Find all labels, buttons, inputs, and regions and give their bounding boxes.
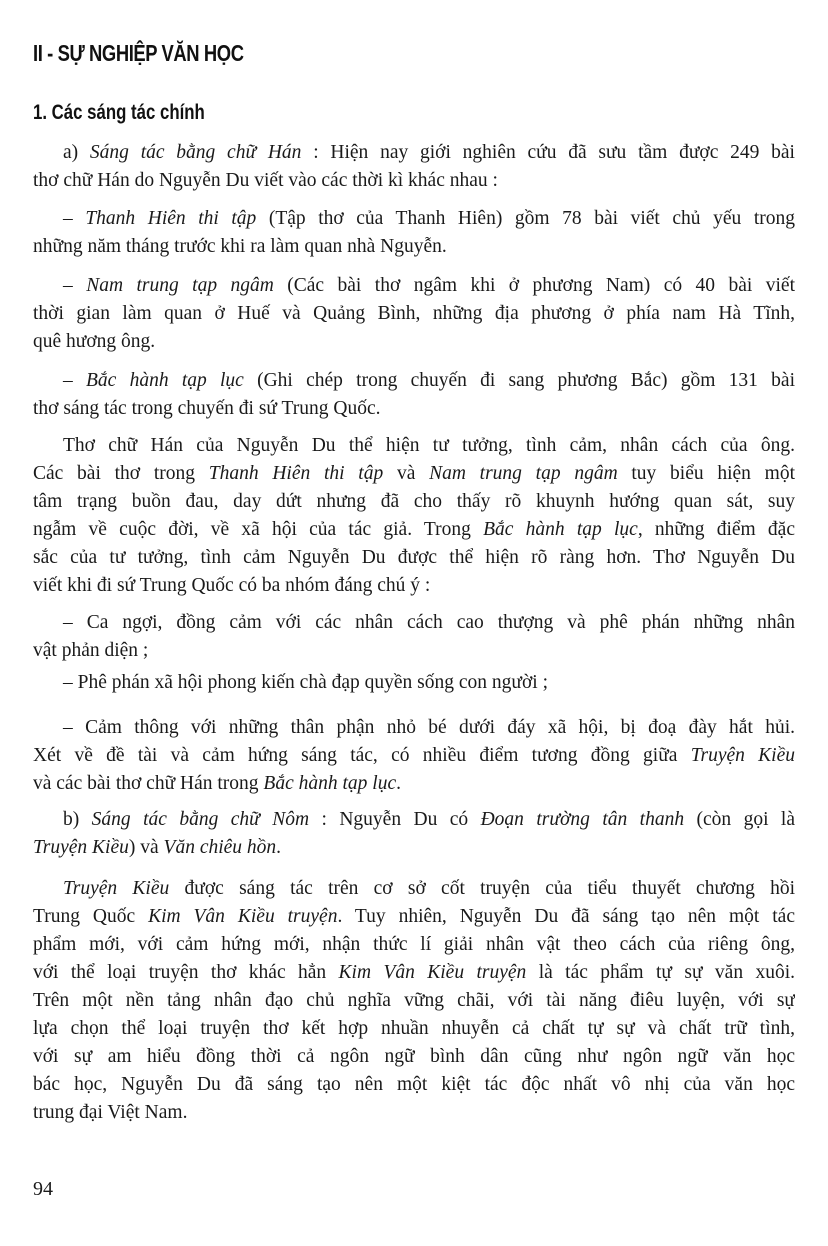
text-line bbox=[33, 272, 795, 300]
text-line bbox=[33, 1043, 795, 1071]
text-run: quê hương ông. bbox=[33, 331, 156, 352]
text-line bbox=[33, 609, 795, 637]
italic-title: Truyện Kiều bbox=[63, 878, 170, 899]
text-line bbox=[33, 395, 795, 423]
paragraph bbox=[33, 205, 795, 261]
text-run: Xét về đề tài và cảm hứng sáng tác, có nhiều điểm tương đồng giữa bbox=[33, 745, 691, 766]
italic-title: Văn chiêu hồn bbox=[163, 837, 277, 858]
paragraph bbox=[33, 272, 795, 356]
italic-title: Nam trung tạp ngâm bbox=[86, 275, 274, 296]
text-line bbox=[33, 488, 795, 516]
italic-title: Sáng tác bằng chữ Hán bbox=[89, 142, 302, 163]
italic-title: Thanh Hiên thi tập bbox=[208, 463, 384, 484]
italic-title: Bắc hành tạp lục bbox=[263, 773, 397, 794]
text-run: a) bbox=[63, 142, 90, 163]
text-line bbox=[33, 367, 795, 395]
text-run: bác học, Nguyễn Du đã sáng tạo nên một kiệt tác độc nhất vô nhị của văn học bbox=[33, 1074, 795, 1095]
text-run: Thơ chữ Hán của Nguyễn Du thể hiện tư tưởng, tình cảm, nhân cách của ông. bbox=[63, 435, 795, 456]
text-run: : Hiện nay giới nghiên cứu đã sưu tầm được 249 bài bbox=[301, 142, 795, 163]
subsection-heading: 1. Các sáng tác chính bbox=[33, 101, 205, 124]
italic-title: Sáng tác bằng chữ Nôm bbox=[91, 809, 310, 830]
italic-title: Nam trung tạp ngâm bbox=[429, 463, 618, 484]
text-run: Các bài thơ trong bbox=[33, 463, 209, 484]
text-line bbox=[33, 770, 795, 798]
text-run: (Ghi chép trong chuyến đi sang phương Bắc) gồm 131 bài bbox=[243, 370, 795, 391]
paragraph bbox=[33, 875, 795, 1127]
text-run: được sáng tác trên cơ sở cốt truyện của tiểu thuyết chương hồi bbox=[169, 878, 795, 899]
text-run: ) và bbox=[128, 837, 164, 858]
paragraph bbox=[33, 714, 795, 798]
text-run: thời gian làm quan ở Huế và Quảng Bình, những địa phương ở phía nam Hà Tĩnh, bbox=[33, 303, 795, 324]
section-heading: II - SỰ NGHIỆP VĂN HỌC bbox=[33, 40, 244, 66]
italic-title: Kim Vân Kiều truyện bbox=[338, 962, 527, 983]
text-run: – Ca ngợi, đồng cảm với các nhân cách cao thượng và phê phán những nhân bbox=[63, 612, 795, 633]
text-run: . bbox=[396, 773, 401, 794]
text-run: thơ chữ Hán do Nguyễn Du viết vào các thời kì khác nhau : bbox=[33, 170, 498, 191]
text-run: trung đại Việt Nam. bbox=[33, 1102, 188, 1123]
text-line bbox=[33, 669, 795, 697]
text-run: tuy biểu hiện một bbox=[617, 463, 795, 484]
text-run: với sự am hiểu đồng thời cả ngôn ngữ bình dân cũng như ngôn ngữ văn học bbox=[33, 1046, 795, 1067]
text-run: (Các bài thơ ngâm khi ở phương Nam) có 40 bài viết bbox=[273, 275, 795, 296]
text-run: – bbox=[63, 275, 87, 296]
text-line bbox=[33, 300, 795, 328]
text-run: Trên một nền tảng nhân đạo chủ nghĩa vững chãi, với tài năng điêu luyện, với sự bbox=[33, 990, 795, 1011]
text-run: sắc của tư tưởng, tình cảm Nguyễn Du được thể hiện rõ ràng hơn. Thơ Nguyễn Du bbox=[33, 547, 795, 568]
italic-title: Đoạn trường tân thanh bbox=[480, 809, 685, 830]
text-run: : Nguyễn Du có bbox=[309, 809, 481, 830]
text-run: Trung Quốc bbox=[33, 906, 149, 927]
text-run: và các bài thơ chữ Hán trong bbox=[33, 773, 264, 794]
italic-title: Truyện Kiều bbox=[33, 837, 129, 858]
italic-title: Thanh Hiên thi tập bbox=[85, 208, 257, 229]
text-run: phẩm mới, với cảm hứng mới, nhận thức lí giải nhân vật theo cách của riêng ông, bbox=[33, 934, 795, 955]
text-line bbox=[33, 432, 795, 460]
italic-title: Bắc hành tạp lục bbox=[483, 519, 638, 540]
paragraph bbox=[33, 669, 795, 697]
text-run: b) bbox=[63, 809, 92, 830]
page-number: 94 bbox=[33, 1178, 53, 1200]
text-line bbox=[33, 233, 795, 261]
text-line bbox=[33, 637, 795, 665]
text-line bbox=[33, 987, 795, 1015]
text-run: – Cảm thông với những thân phận nhỏ bé dưới đáy xã hội, bị đoạ đày hắt hủi. bbox=[63, 717, 795, 738]
text-run: (Tập thơ của Thanh Hiên) gồm 78 bài viết chủ yếu trong bbox=[256, 208, 795, 229]
italic-title: Bắc hành tạp lục bbox=[86, 370, 244, 391]
text-run: tâm trạng buồn đau, day dứt nhưng đã cho thấy rõ khuynh hướng quan sát, suy bbox=[33, 491, 795, 512]
paragraph bbox=[33, 367, 795, 423]
text-run: thơ sáng tác trong chuyến đi sứ Trung Quốc. bbox=[33, 398, 381, 419]
text-run: lựa chọn thể loại truyện thơ kết hợp nhuần nhuyễn cả chất tự sự và chất trữ tình, bbox=[33, 1018, 795, 1039]
text-line bbox=[33, 167, 795, 195]
text-run: – Phê phán xã hội phong kiến chà đạp quyền sống con người ; bbox=[63, 672, 549, 693]
text-line bbox=[33, 959, 795, 987]
text-run: , những điểm đặc bbox=[637, 519, 795, 540]
text-run: viết khi đi sứ Trung Quốc có ba nhóm đáng chú ý : bbox=[33, 575, 431, 596]
text-line bbox=[33, 1071, 795, 1099]
paragraph bbox=[33, 139, 795, 195]
text-run: – bbox=[63, 208, 86, 229]
text-line bbox=[33, 460, 795, 488]
text-line bbox=[33, 742, 795, 770]
text-run: vật phản diện ; bbox=[33, 640, 149, 661]
paragraph bbox=[33, 609, 795, 665]
text-line bbox=[33, 931, 795, 959]
text-line bbox=[33, 205, 795, 233]
text-run: những năm tháng trước khi ra làm quan nhà Nguyễn. bbox=[33, 236, 447, 257]
text-line bbox=[33, 875, 795, 903]
text-line bbox=[33, 139, 795, 167]
text-line bbox=[33, 834, 795, 862]
text-line bbox=[33, 516, 795, 544]
text-run: – bbox=[63, 370, 87, 391]
text-line bbox=[33, 544, 795, 572]
text-run: (còn gọi là bbox=[684, 809, 795, 830]
paragraph bbox=[33, 432, 795, 600]
text-run: và bbox=[383, 463, 430, 484]
text-run: ngẫm về cuộc đời, về xã hội của tác giả. Trong bbox=[33, 519, 484, 540]
text-line bbox=[33, 714, 795, 742]
text-run: với thể loại truyện thơ khác hẳn bbox=[33, 962, 339, 983]
text-line bbox=[33, 1099, 795, 1127]
italic-title: Kim Vân Kiều truyện bbox=[148, 906, 338, 927]
text-line bbox=[33, 903, 795, 931]
text-line bbox=[33, 328, 795, 356]
text-run: . Tuy nhiên, Nguyễn Du đã sáng tạo nên một tác bbox=[337, 906, 795, 927]
italic-title: Truyện Kiều bbox=[690, 745, 795, 766]
text-run: là tác phẩm tự sự văn xuôi. bbox=[526, 962, 795, 983]
paragraph bbox=[33, 806, 795, 862]
text-line bbox=[33, 572, 795, 600]
body-text bbox=[33, 139, 795, 1127]
text-run: . bbox=[276, 837, 282, 858]
text-line bbox=[33, 806, 795, 834]
text-line bbox=[33, 1015, 795, 1043]
